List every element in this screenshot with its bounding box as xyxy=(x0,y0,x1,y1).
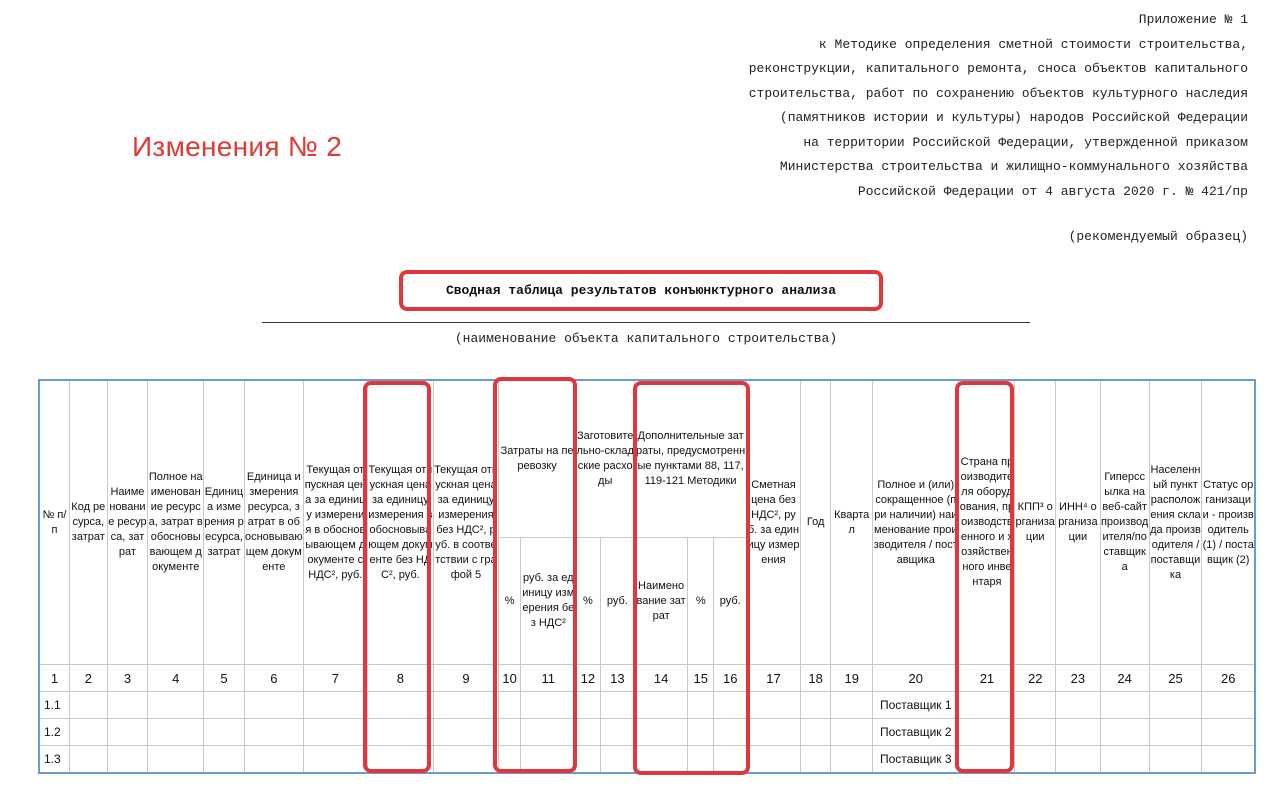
column-number: 5 xyxy=(204,665,245,692)
table-row xyxy=(39,746,1255,774)
column-number-row xyxy=(39,665,1255,692)
appendix-line: (памятников истории и культуры) народов Российской Федерации xyxy=(779,110,1248,125)
column-number: 4 xyxy=(148,665,204,692)
sample-note: (рекомендуемый образец) xyxy=(1068,229,1248,244)
header-cell: Полное наименование ресурса, затрат в обосновывающем документе xyxy=(148,380,204,665)
header-cell: Полное и (или) сокращенное (при наличии) наименование производителя / поставщика xyxy=(873,380,959,665)
header-cell: Населенный пункт расположения склада производителя / поставщика xyxy=(1149,380,1202,665)
row-number: 1.1 xyxy=(39,692,70,719)
column-number: 26 xyxy=(1202,665,1255,692)
column-number: 9 xyxy=(433,665,498,692)
header-group-additional: Дополнительные затраты, предусмотренные пунктами 88, 117, 119-121 Методики xyxy=(635,380,747,538)
header-group-transport: Затраты на перевозку xyxy=(498,380,575,538)
header-cell: Текущая отпускная цена за единицу измерения в обосновывающем документе с НДС², руб. xyxy=(303,380,367,665)
supplier-name: Поставщик 3 xyxy=(873,746,959,774)
summary-table-title-text: Сводная таблица результатов конъюнктурного анализа xyxy=(445,283,837,298)
row-number: 1.2 xyxy=(39,719,70,746)
column-number: 17 xyxy=(747,665,801,692)
header-cell: № п/п xyxy=(39,380,70,665)
appendix-line: на территории Российской Федерации, утвержденной приказом xyxy=(803,134,1248,150)
column-number: 13 xyxy=(600,665,635,692)
header-cell: КПП³ организации xyxy=(1015,380,1056,665)
column-number: 19 xyxy=(831,665,873,692)
column-number: 22 xyxy=(1015,665,1056,692)
appendix-line: Приложение № 1 xyxy=(1138,12,1248,27)
header-subcell: руб. xyxy=(714,538,747,665)
header-cell: Страна производителя оборудования, производственного и хозяйственного инвентаря xyxy=(959,380,1015,665)
conjuncture-analysis-table xyxy=(38,379,1256,774)
header-cell: Год xyxy=(800,380,831,665)
column-number: 20 xyxy=(873,665,959,692)
appendix-line: строительства, работ по сохранению объектов культурного наследия xyxy=(748,85,1248,101)
appendix-line: Российской Федерации от 4 августа 2020 г. № 421/пр xyxy=(857,183,1248,199)
header-cell: Единица измерения ресурса, затрат xyxy=(204,380,245,665)
header-cell: Текущая отпускная цена за единицу измерения без НДС², руб. в соответствии с графой 5 xyxy=(433,380,498,665)
appendix-reference xyxy=(749,8,1248,204)
column-number: 2 xyxy=(70,665,108,692)
header-subcell: % xyxy=(576,538,600,665)
column-number: 6 xyxy=(244,665,303,692)
column-number: 24 xyxy=(1100,665,1149,692)
column-number: 25 xyxy=(1149,665,1202,692)
table-row xyxy=(39,692,1255,719)
column-number: 7 xyxy=(303,665,367,692)
column-number: 18 xyxy=(800,665,831,692)
table-row xyxy=(39,719,1255,746)
header-subcell: % xyxy=(688,538,714,665)
column-number: 16 xyxy=(714,665,747,692)
supplier-name: Поставщик 1 xyxy=(873,692,959,719)
column-number: 14 xyxy=(635,665,688,692)
row-number: 1.3 xyxy=(39,746,70,774)
header-cell: Статус организации - производитель (1) / поставщик (2) xyxy=(1202,380,1255,665)
column-number: 8 xyxy=(367,665,433,692)
header-group-storage: Заготовительно-складские расходы xyxy=(576,380,635,538)
column-number: 11 xyxy=(521,665,576,692)
column-number: 1 xyxy=(39,665,70,692)
header-cell: Код ресурса, затрат xyxy=(70,380,108,665)
header-cell: Единица измерения ресурса, затрат в обосновывающем документе xyxy=(244,380,303,665)
object-caption: (наименование объекта капитального строительства) xyxy=(454,331,838,346)
header-cell: Гиперссылка на веб-сайт производителя/поставщика xyxy=(1100,380,1149,665)
header-subcell: % xyxy=(498,538,520,665)
appendix-line: реконструкции, капитального ремонта, сноса объектов капитального xyxy=(748,61,1248,76)
supplier-name: Поставщик 2 xyxy=(873,719,959,746)
changes-title: Изменения № 2 xyxy=(132,131,343,162)
summary-table-title xyxy=(399,270,883,311)
column-number: 12 xyxy=(576,665,600,692)
column-number: 10 xyxy=(498,665,520,692)
header-subcell: руб. xyxy=(600,538,635,665)
column-number: 21 xyxy=(959,665,1015,692)
header-cell: Наименование ресурса, затрат xyxy=(107,380,148,665)
header-cell: Текущая отпускная цена за единицу измерения в обосновывающем документе без НДС², руб. xyxy=(367,380,433,665)
header-cell: Квартал xyxy=(831,380,873,665)
column-number: 3 xyxy=(107,665,148,692)
header-subcell: Наименование затрат xyxy=(635,538,688,665)
appendix-line: Министерства строительства и жилищно-коммунального хозяйства xyxy=(779,159,1248,174)
header-cell: ИНН⁴ организации xyxy=(1056,380,1101,665)
column-number: 15 xyxy=(688,665,714,692)
object-name-line xyxy=(262,322,1030,323)
appendix-line: к Методике определения сметной стоимости строительства, xyxy=(818,36,1248,52)
column-number: 23 xyxy=(1056,665,1101,692)
header-row-main xyxy=(39,380,1255,538)
header-cell: Сметная цена без НДС², руб. за единицу измерения xyxy=(747,380,801,665)
header-subcell: руб. за единицу измерения без НДС² xyxy=(521,538,576,665)
